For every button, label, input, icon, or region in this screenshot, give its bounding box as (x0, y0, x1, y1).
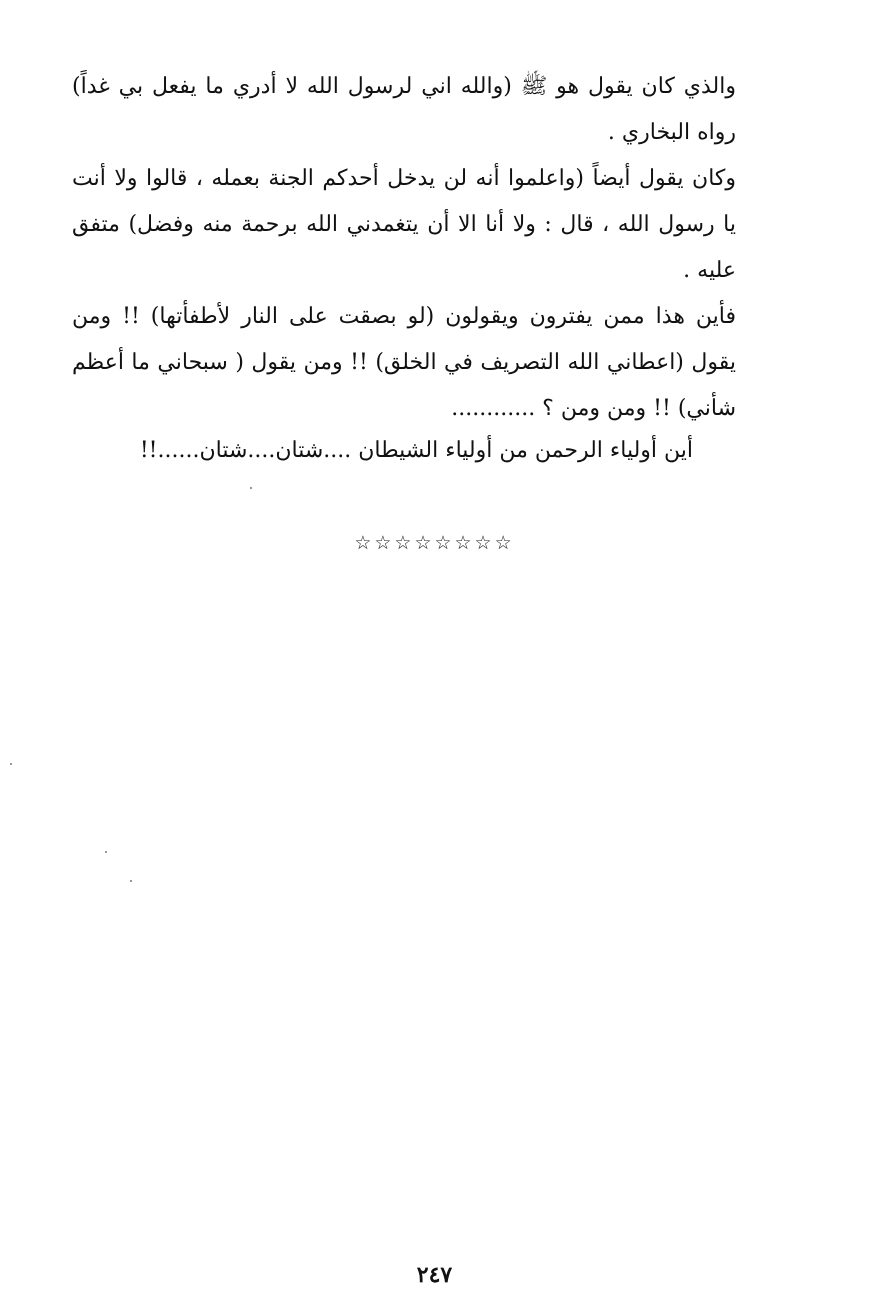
text-line: فأين هذا ممن يفترون ويقولون (لو بصقت على النار لأطفأتها) !! ومن (72, 304, 736, 329)
scan-speck (250, 487, 252, 489)
star-separator: ☆☆☆☆☆☆☆☆ (354, 532, 515, 554)
text-line: شأني) !! ومن ومن ؟ ............ (451, 396, 736, 421)
text-line: يقول (اعطاني الله التصريف في الخلق) !! ومن يقول ( سبحاني ما أعظم (72, 350, 736, 375)
scan-speck (105, 851, 107, 853)
text-line: والذي كان يقول هو ﷺ (والله اني لرسول الله لا أدري ما يفعل بي غداً) (72, 74, 736, 99)
body-text (72, 64, 736, 432)
scan-speck (10, 763, 12, 765)
text-line: وكان يقول أيضاً (واعلموا أنه لن يدخل أحدكم الجنة بعمله ، قالوا ولا أنت (72, 166, 736, 191)
text-line: عليه . (683, 258, 736, 283)
text-line: يا رسول الله ، قال : ولا أنا الا أن يتغمدني الله برحمة منه وفضل) متفق (72, 212, 736, 237)
scan-speck (130, 880, 132, 882)
closing-line: أين أولياء الرحمن من أولياء الشيطان ....شتان....شتان......!! (139, 438, 693, 463)
text-line: رواه البخاري . (607, 120, 736, 145)
page-number: ٢٤٧ (416, 1262, 453, 1288)
